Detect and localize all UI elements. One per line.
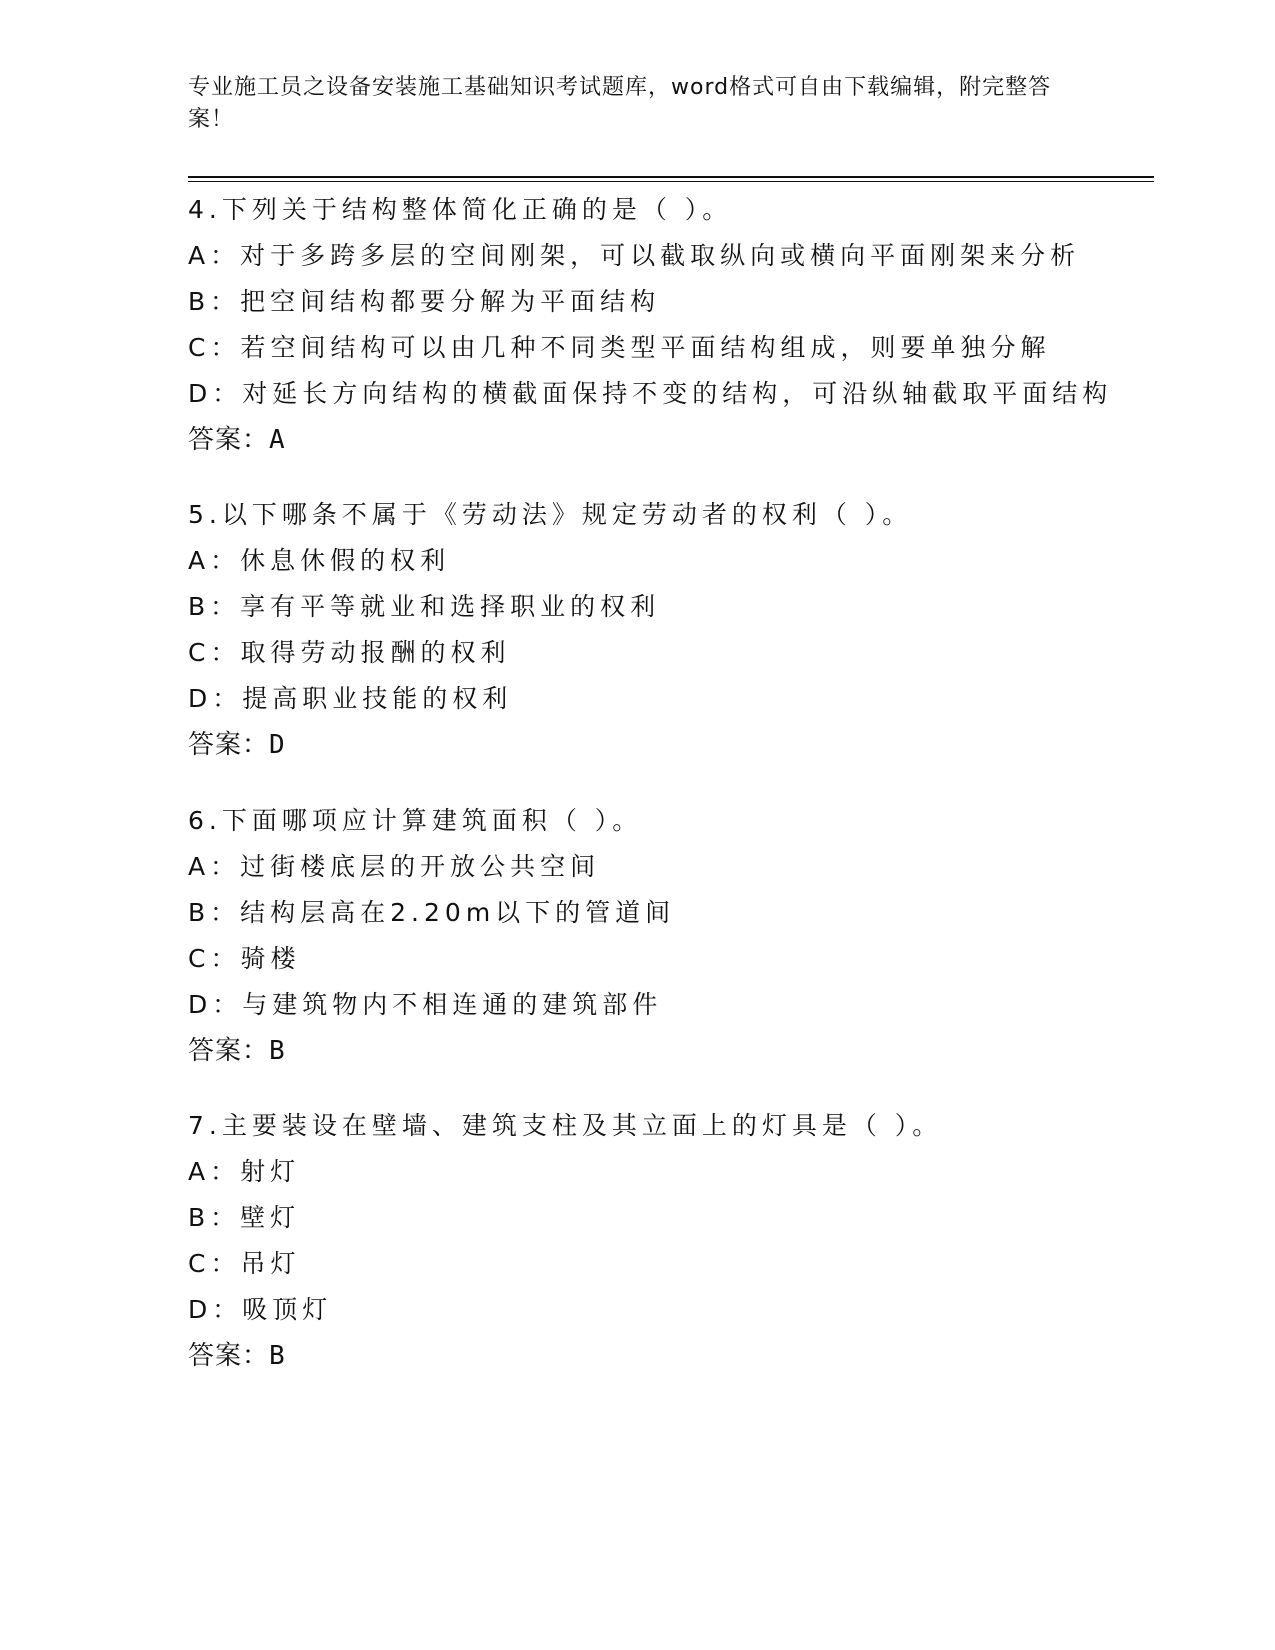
- answer-value: B: [269, 1036, 285, 1066]
- header-rule-thick: [188, 176, 1154, 178]
- answer-label: 答案：: [188, 1341, 270, 1371]
- option-a: A：休息休假的权利: [188, 546, 451, 575]
- option-d: D：提高职业技能的权利: [188, 684, 513, 713]
- option-c: C：若空间结构可以由几种不同类型平面结构组成，则要单独分解: [188, 333, 1051, 362]
- option-d: D：与建筑物内不相连通的建筑部件: [188, 990, 663, 1019]
- option-b: B：把空间结构都要分解为平面结构: [188, 287, 661, 316]
- question-6: [188, 798, 1168, 1074]
- answer-label: 答案：: [188, 730, 270, 760]
- option-d: D：吸顶灯: [188, 1295, 333, 1324]
- question-stem: 7.主要装设在壁墙、建筑支柱及其立面上的灯具是（ ）。: [188, 1111, 943, 1140]
- answer-line: [188, 417, 1168, 463]
- option-d: D：对延长方向结构的横截面保持不变的结构，可沿纵轴截取平面结构: [188, 379, 1113, 408]
- option-a: A：过街楼底层的开放公共空间: [188, 852, 601, 881]
- option-b: B：结构层高在2.20m以下的管道间: [188, 898, 676, 927]
- answer-value: B: [269, 1341, 285, 1371]
- answer-line: [188, 1028, 1168, 1074]
- answer-value: A: [269, 425, 285, 455]
- question-stem: 6.下面哪项应计算建筑面积（ ）。: [188, 806, 643, 835]
- option-c: C：取得劳动报酬的权利: [188, 638, 511, 667]
- answer-value: D: [269, 730, 285, 760]
- question-7: [188, 1103, 1168, 1379]
- option-a: A：对于多跨多层的空间刚架，可以截取纵向或横向平面刚架来分析: [188, 241, 1081, 270]
- option-b: B：壁灯: [188, 1203, 301, 1232]
- question-4: [188, 187, 1168, 463]
- option-c: C：吊灯: [188, 1249, 301, 1278]
- option-c: C：骑楼: [188, 944, 301, 973]
- answer-line: [188, 722, 1168, 768]
- answer-line: [188, 1333, 1168, 1379]
- header-rule-thin: [188, 181, 1154, 182]
- answer-label: 答案：: [188, 425, 270, 455]
- question-stem: 5.以下哪条不属于《劳动法》规定劳动者的权利（ ）。: [188, 500, 913, 529]
- option-b: B：享有平等就业和选择职业的权利: [188, 592, 661, 621]
- document-header: 专业施工员之设备安装施工基础知识考试题库，word格式可自由下载编辑，附完整答案！: [188, 75, 1052, 132]
- question-stem: 4.下列关于结构整体简化正确的是（ ）。: [188, 195, 733, 224]
- question-5: [188, 492, 1168, 768]
- answer-label: 答案：: [188, 1036, 270, 1066]
- option-a: A：射灯: [188, 1157, 301, 1186]
